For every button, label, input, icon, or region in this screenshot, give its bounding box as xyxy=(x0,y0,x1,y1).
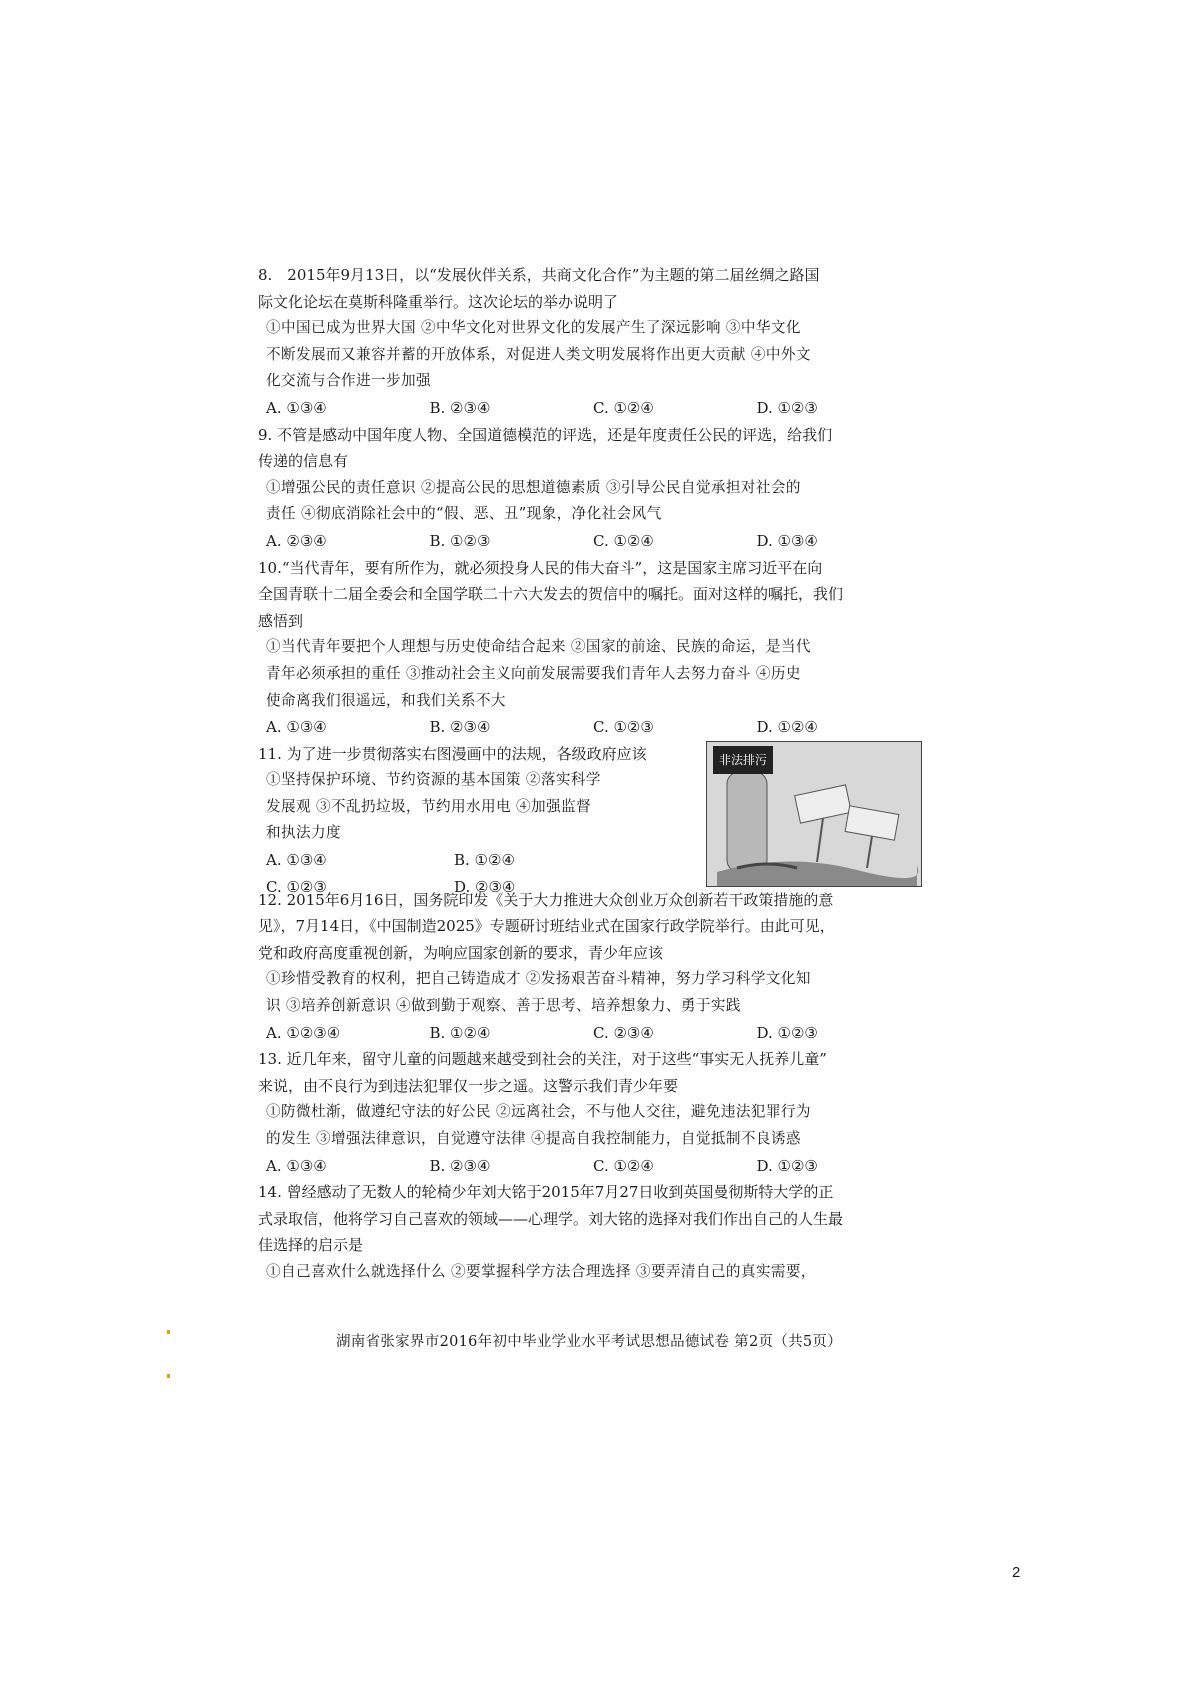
question-item-line: ①防微杜渐，做遵纪守法的好公民 ②远离社会，不与他人交往，避免违法犯罪行为 xyxy=(266,1103,811,1121)
question-item-line: 不断发展而又兼容并蓄的开放体系，对促进人类文明发展将作出更大贡献 ④中外文 xyxy=(266,345,811,363)
question-item-line: ①坚持保护环境、节约资源的基本国策 ②落实科学 xyxy=(266,771,601,789)
question-stem: 9. 不管是感动中国年度人物、全国道德模范的评选，还是年度责任公民的评选，给我们 xyxy=(258,425,833,444)
question-block xyxy=(258,1179,920,1285)
page-footer: 湖南省张家界市2016年初中毕业学业水平考试思想品德试卷 第2页（共5页） xyxy=(335,1334,843,1350)
question-item-line: ①中国已成为世界大国 ②中华文化对世界文化的发展产生了深远影响 ③中华文化 xyxy=(266,319,801,337)
question-stem: 佳选择的启示是 xyxy=(258,1236,364,1255)
question-stem: 13. 近几年来，留守儿童的问题越来越受到社会的关注，对于这些“事实无人抚养儿童” xyxy=(258,1050,827,1069)
question-block xyxy=(258,1046,920,1179)
option-b: B. ②③④ xyxy=(429,718,491,737)
question-item-line: 化交流与合作进一步加强 xyxy=(266,372,431,390)
answer-options xyxy=(258,847,658,874)
option-d: D. ①②③ xyxy=(756,1156,818,1175)
question-stem: 来说，由不良行为到违法犯罪仅一步之遥。这警示我们青少年要 xyxy=(258,1076,679,1095)
question-11 xyxy=(258,741,920,896)
question-stem: 传递的信息有 xyxy=(258,452,349,471)
option-d: D. ①③④ xyxy=(756,531,818,550)
question-item-line: 的发生 ③增强法律意识，自觉遵守法律 ④提高自我控制能力，自觉抵制不良诱惑 xyxy=(266,1130,801,1148)
answer-options xyxy=(258,528,920,555)
question-stem: 8. 2015年9月13日，以“发展伙伴关系，共商文化合作”为主题的第二届丝绸之路国 xyxy=(258,266,820,284)
question-11-text xyxy=(258,741,658,901)
option-a: A. ①③④ xyxy=(266,398,327,417)
option-d: D. ①②③ xyxy=(756,398,818,417)
question-stem: 10.“当代青年，要有所作为，就必须投身人民的伟大奋斗”，这是国家主席习近平在向 xyxy=(258,558,823,577)
question-group-b xyxy=(258,887,920,1286)
question-stem: 党和政府高度重视创新，为响应国家创新的要求，青少年应该 xyxy=(258,943,664,962)
answer-options xyxy=(258,395,920,422)
answer-options xyxy=(258,1020,920,1047)
question-stem: 12. 2015年6月16日，国务院印发《关于大力推进大众创业万众创新若干政策措施的意 xyxy=(258,890,834,909)
option-b: B. ②③④ xyxy=(429,1156,491,1175)
option-b: B. ①②④ xyxy=(454,851,515,870)
option-d: D. ①②④ xyxy=(756,718,818,737)
option-c: C. ①②④ xyxy=(593,398,654,417)
question-stem: 14. 曾经感动了无数人的轮椅少年刘大铭于2015年7月27日收到英国曼彻斯特大学的正 xyxy=(258,1183,834,1202)
question-item-line: ①增强公民的责任意识 ②提高公民的思想道德素质 ③引导公民自觉承担对社会的 xyxy=(266,478,801,496)
exam-page xyxy=(258,262,920,1286)
cartoon-figure xyxy=(706,741,922,887)
question-item-line: 发展观 ③不乱扔垃圾，节约用水用电 ④加强监督 xyxy=(266,797,591,815)
answer-options xyxy=(258,874,658,901)
option-c: C. ①②④ xyxy=(593,1156,654,1175)
option-a: A. ①②③④ xyxy=(266,1023,341,1042)
question-block xyxy=(258,262,920,422)
question-item-line: 青年必须承担的重任 ③推动社会主义向前发展需要我们青年人去努力奋斗 ④历史 xyxy=(266,664,801,682)
question-item-line: ①当代青年要把个人理想与历史使命结合起来 ②国家的前途、民族的命运，是当代 xyxy=(266,638,811,656)
question-stem: 全国青联十二届全委会和全国学联二十六大发去的贺信中的嘱托。面对这样的嘱托，我们 xyxy=(258,585,844,604)
question-stem: 11. 为了进一步贯彻落实右图漫画中的法规，各级政府应该 xyxy=(258,744,647,763)
page-number: 2 xyxy=(1012,1564,1021,1581)
question-stem: 见》，7月14日，《中国制造2025》专题研讨班结业式在国家行政学院举行。由此可见， xyxy=(258,917,835,936)
question-stem: 际文化论坛在莫斯科隆重举行。这次论坛的举办说明了 xyxy=(258,292,619,311)
option-a: A. ②③④ xyxy=(266,531,327,550)
yellow-dot-icon xyxy=(167,1330,170,1334)
answer-options xyxy=(258,714,920,741)
option-b: B. ①②③ xyxy=(429,531,491,550)
option-a: A. ①③④ xyxy=(266,851,327,870)
question-group-a xyxy=(258,262,920,741)
cartoon-title: 非法排污 xyxy=(713,746,773,775)
option-b: B. ①②④ xyxy=(429,1023,491,1042)
option-b: B. ②③④ xyxy=(429,398,491,417)
question-item-line: 使命离我们很遥远，和我们关系不大 xyxy=(266,691,506,709)
yellow-dot-icon xyxy=(167,1374,170,1378)
option-a: A. ①③④ xyxy=(266,1156,327,1175)
option-d: D. ②③④ xyxy=(454,877,516,896)
option-c: C. ①②③ xyxy=(593,718,654,737)
option-a: A. ①③④ xyxy=(266,718,327,737)
option-d: D. ①②③ xyxy=(756,1023,818,1042)
question-item-line: ①自己喜欢什么就选择什么 ②要掌握科学方法合理选择 ③要弄清自己的真实需要， xyxy=(266,1263,816,1280)
question-item-line: 识 ③培养创新意识 ④做到勤于观察、善于思考、培养想象力、勇于实践 xyxy=(266,997,741,1015)
option-c: C. ①②④ xyxy=(593,531,654,550)
question-block xyxy=(258,555,920,741)
option-c: C. ②③④ xyxy=(593,1023,654,1042)
option-c: C. ①②③ xyxy=(266,877,327,896)
question-item-line: 责任 ④彻底消除社会中的“假、恶、丑”现象，净化社会风气 xyxy=(266,505,662,523)
answer-options xyxy=(258,1153,920,1180)
question-item-line: ①珍惜受教育的权利，把自己铸造成才 ②发扬艰苦奋斗精神，努力学习科学文化知 xyxy=(266,970,811,988)
question-block xyxy=(258,422,920,555)
question-stem: 式录取信，他将学习自己喜欢的领域——心理学。刘大铭的选择对我们作出自己的人生最 xyxy=(258,1209,844,1228)
question-stem: 感悟到 xyxy=(258,611,304,630)
question-block xyxy=(258,887,920,1047)
question-item-line: 和执法力度 xyxy=(266,824,341,842)
